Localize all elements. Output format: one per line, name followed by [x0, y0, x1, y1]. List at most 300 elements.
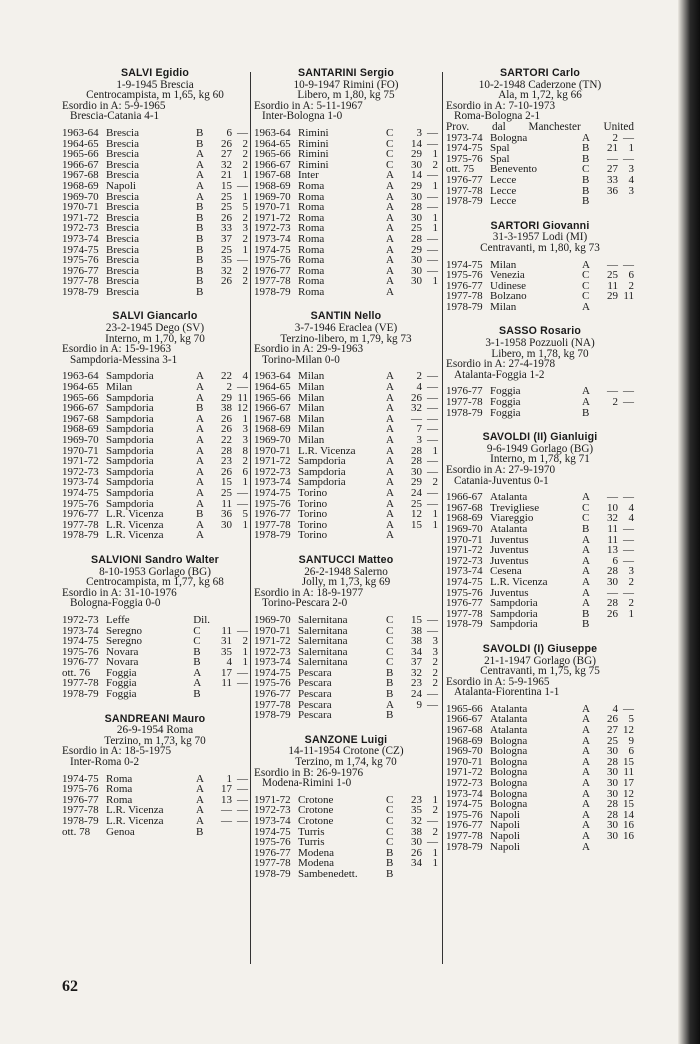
appearances: 25: [221, 486, 232, 499]
season: 1969-70: [254, 613, 291, 626]
season: 1976-77: [62, 508, 99, 521]
appearances: 9: [416, 698, 422, 711]
team: Benevento: [490, 163, 538, 176]
team: Bolzano: [490, 290, 527, 303]
season: ott. 75: [446, 163, 475, 176]
goals: —: [427, 232, 438, 245]
appearances: 11: [221, 497, 232, 510]
player-name: SAVOLDI (II) Gianluigi: [482, 431, 598, 444]
debut-info: Esordio in A: 27-9-1970: [446, 464, 556, 476]
birth-info: 31-3-1957 Lodi (MI): [492, 231, 588, 244]
player-name: SARTORI Carlo: [499, 67, 581, 79]
appearances: 28: [411, 455, 422, 468]
goals: —: [237, 793, 248, 806]
appearances: —: [221, 815, 232, 827]
team: Torino: [298, 508, 328, 521]
series: C: [386, 126, 394, 139]
season: 1977-78: [62, 804, 99, 817]
season: 1972-73: [254, 222, 291, 235]
series: A: [386, 285, 394, 298]
debut-info: Esordio in A: 31-10-1976: [62, 586, 177, 599]
season: 1971-72: [446, 766, 483, 779]
season: 1965-66: [62, 391, 99, 404]
team: Sampdoria: [490, 607, 538, 620]
team: Sampdoria: [106, 391, 154, 404]
series: A: [386, 465, 394, 478]
team: Turris: [298, 836, 325, 849]
series: A: [582, 131, 590, 144]
goals: [232, 287, 248, 298]
career-table: [446, 492, 634, 630]
season: 1977-78: [254, 857, 291, 870]
goals: 5: [242, 201, 248, 214]
season: 1970-71: [254, 444, 291, 457]
series: A: [196, 179, 204, 192]
role-info: Interno, m 1,70, kg 70: [105, 332, 205, 345]
season: 1977-78: [446, 396, 483, 409]
appearances: 30: [411, 254, 422, 267]
debut-match: Inter-Roma 0-2: [70, 756, 140, 769]
goals: 2: [242, 211, 248, 224]
series: A: [386, 370, 394, 383]
appearances: 30: [411, 836, 422, 849]
season: 1974-75: [254, 486, 291, 499]
birth-info: 3-1-1958 Pozzuoli (NA): [485, 337, 595, 350]
appearances: 30: [411, 158, 422, 171]
series: A: [582, 554, 590, 567]
goals: —: [427, 486, 438, 499]
season: 1963-64: [62, 126, 99, 139]
goals: —: [623, 702, 634, 715]
series: A: [196, 381, 204, 394]
career-table: [446, 260, 634, 313]
role-info: Centravanti, m 1,75, kg 75: [480, 665, 600, 678]
team: Pescara: [298, 688, 332, 701]
series: A: [582, 798, 590, 811]
column-divider: [250, 72, 251, 964]
appearances: 26: [411, 846, 422, 859]
season: 1976-77: [62, 656, 99, 669]
series: A: [196, 444, 204, 457]
team: Sampdoria: [106, 370, 154, 383]
goals: 1: [628, 607, 634, 620]
team: Sampdoria: [298, 455, 346, 468]
goals: 1: [432, 148, 438, 161]
goals: 11: [623, 290, 634, 303]
season: 1967-68: [254, 169, 291, 182]
series: A: [582, 819, 590, 832]
appearances: 38: [221, 402, 232, 415]
series: A: [386, 698, 394, 711]
season: 1974-75: [446, 258, 483, 271]
team: Milan: [106, 381, 133, 394]
goals: 3: [242, 434, 248, 446]
debut-match: Atalanta-Fiorentina 1-1: [454, 686, 560, 699]
series: A: [196, 465, 204, 478]
goals: 6: [628, 269, 634, 282]
season: 1971-72: [254, 793, 291, 806]
goals: [232, 827, 248, 838]
appearances: —: [411, 412, 422, 425]
goals: [618, 196, 634, 207]
series: A: [386, 518, 394, 531]
goals: 2: [242, 635, 248, 648]
player-name: SALVIONI Sandro Walter: [90, 553, 219, 566]
team: Lecce: [490, 195, 517, 208]
goals: 2: [432, 476, 438, 489]
season: 1978-79: [446, 618, 483, 631]
series: A: [582, 300, 590, 313]
role-info: Centravanti, m 1,80, kg 73: [480, 241, 600, 254]
season: 1968-69: [446, 734, 483, 747]
team: Brescia: [106, 285, 139, 298]
team: Roma: [298, 275, 325, 288]
season: 1964-65: [62, 137, 99, 150]
appearances: [210, 287, 232, 298]
team: Sampdoria: [106, 455, 154, 468]
appearances: [596, 408, 618, 419]
appearances: 32: [607, 512, 618, 525]
series: A: [196, 518, 204, 531]
series: B: [196, 254, 204, 267]
player-entry: [446, 326, 634, 418]
season: 1976-77: [254, 508, 291, 521]
team: Bologna: [490, 131, 528, 144]
team: Pescara: [298, 698, 332, 711]
series: A: [386, 402, 394, 415]
team: Milan: [490, 300, 517, 313]
season: 1974-75: [254, 825, 291, 838]
series: B: [386, 867, 394, 880]
career-row: [62, 128, 248, 139]
series: A: [196, 486, 204, 499]
goals: 2: [242, 264, 248, 277]
series: B: [193, 688, 201, 701]
series: A: [582, 734, 590, 747]
series: A: [386, 190, 394, 203]
appearances: 28: [607, 755, 618, 768]
birth-info: 10-9-1947 Rimini (FO): [293, 78, 399, 91]
career-row: [254, 287, 438, 298]
team: Napoli: [490, 819, 520, 832]
appearances: 29: [411, 476, 422, 489]
appearances: —: [607, 385, 618, 398]
appearances: 21: [221, 169, 232, 182]
team: Sampdoria: [298, 476, 346, 489]
team: Sampdoria: [106, 486, 154, 499]
player-name: SASSO Rosario: [498, 325, 582, 338]
debut-info: Esordio in B: 26-9-1976: [254, 766, 364, 779]
appearances: —: [607, 586, 618, 599]
season: 1972-73: [62, 465, 99, 478]
career-table: [254, 128, 438, 298]
season: ott. 76: [62, 666, 91, 679]
career-row: [446, 175, 634, 186]
series: B: [196, 275, 204, 288]
appearances: [596, 619, 618, 630]
series: C: [386, 645, 394, 658]
career-row: [446, 619, 634, 630]
appearances: 3: [416, 126, 422, 139]
season: 1970-71: [254, 624, 291, 637]
series: B: [386, 677, 394, 690]
career-row: [62, 530, 248, 541]
goals: —: [427, 434, 438, 446]
goals: 6: [242, 465, 248, 478]
season: 1974-75: [62, 635, 99, 648]
team: Lecce: [490, 173, 517, 186]
season: 1970-71: [254, 201, 291, 214]
series: A: [386, 455, 394, 468]
series: A: [582, 385, 590, 398]
season: 1963-64: [254, 370, 291, 383]
team: Torino: [298, 518, 328, 531]
goals: 2: [432, 158, 438, 171]
series: A: [386, 264, 394, 277]
career-table: [62, 774, 248, 838]
role-info: Libero, m 1,78, kg 70: [491, 347, 589, 360]
season: 1967-68: [254, 412, 291, 425]
goals: —: [427, 613, 438, 626]
appearances: 35: [221, 645, 232, 658]
appearances: 35: [411, 804, 422, 817]
appearances: 15: [411, 518, 422, 531]
appearances: —: [607, 258, 618, 271]
appearances: 30: [607, 575, 618, 588]
team: Pescara: [298, 677, 332, 690]
appearances: 37: [411, 656, 422, 669]
goals: —: [427, 412, 438, 425]
goals: —: [427, 254, 438, 267]
appearances: 23: [411, 677, 422, 690]
series: A: [196, 190, 204, 203]
appearances: 28: [411, 201, 422, 214]
player-name: SANTUCCI Matteo: [298, 553, 394, 566]
team: Bologna: [490, 777, 528, 790]
appearances: 11: [607, 522, 618, 535]
appearances: 36: [607, 184, 618, 197]
career-table: [62, 615, 248, 700]
appearances: 28: [411, 444, 422, 457]
player-entry: [62, 555, 248, 700]
goals: 2: [242, 455, 248, 468]
series: A: [196, 772, 204, 785]
series: C: [193, 635, 201, 648]
appearances: 11: [221, 624, 232, 637]
goals: —: [427, 497, 438, 510]
season: 1975-76: [446, 586, 483, 599]
team: Pescara: [298, 666, 332, 679]
team: Sampdoria: [106, 476, 154, 489]
series: C: [582, 163, 590, 176]
team: Sampdoria: [106, 444, 154, 457]
provenance-word: Manchester: [528, 120, 581, 133]
team: Brescia: [106, 190, 139, 203]
goals: —: [237, 772, 248, 785]
series: A: [196, 455, 204, 468]
team: Brescia: [106, 169, 139, 182]
appearances: 11: [607, 533, 618, 546]
team: Milan: [298, 412, 325, 425]
team: Crotone: [298, 804, 334, 817]
team: Brescia: [106, 126, 139, 139]
team: Sampdoria: [106, 402, 154, 415]
goals: [422, 530, 438, 541]
series: A: [386, 381, 394, 394]
goals: —: [237, 804, 248, 817]
season: 1977-78: [446, 607, 483, 620]
career-row: [254, 530, 438, 541]
team: Salernitana: [298, 613, 348, 626]
team: Roma: [298, 285, 325, 298]
goals: —: [237, 497, 248, 510]
series: C: [386, 613, 394, 626]
player-entry: [62, 311, 248, 540]
appearances: 24: [411, 688, 422, 701]
goals: 1: [242, 243, 248, 256]
birth-info: 26-2-1948 Salerno: [304, 565, 388, 578]
role-info: Jolly, m 1,73, kg 69: [301, 576, 391, 589]
season: 1978-79: [446, 406, 483, 419]
role-info: Libero, m 1,80, kg 75: [297, 89, 395, 102]
provenance-word: Prov.: [446, 120, 470, 133]
season: 1972-73: [254, 804, 291, 817]
debut-match: Sampdoria-Messina 3-1: [70, 353, 178, 366]
goals: 9: [628, 734, 634, 747]
debut-info: Esordio in A: 5-11-1967: [254, 99, 363, 112]
season: 1978-79: [62, 688, 99, 701]
goals: 2: [242, 137, 248, 150]
team: Inter: [298, 169, 319, 182]
series: B: [196, 402, 204, 415]
series: B: [582, 184, 590, 197]
appearances: 33: [607, 173, 618, 186]
series: B: [196, 201, 204, 214]
team: Torino: [298, 497, 328, 510]
season: 1976-77: [446, 173, 483, 186]
season: 1966-67: [62, 158, 99, 171]
season: 1977-78: [446, 184, 483, 197]
goals: 2: [432, 656, 438, 669]
debut-match: Catania-Juventus 0-1: [454, 474, 549, 487]
goals: 12: [237, 402, 248, 415]
career-row: [446, 524, 634, 535]
appearances: 14: [411, 137, 422, 150]
debut-match: Torino-Pescara 2-0: [262, 597, 348, 610]
appearances: 2: [416, 370, 422, 383]
appearances: 15: [221, 476, 232, 489]
goals: 2: [432, 804, 438, 817]
series: A: [386, 254, 394, 267]
appearances: 4: [612, 702, 618, 715]
debut-info: Esordio in A: 18-9-1977: [254, 586, 364, 599]
team: Roma: [298, 254, 325, 267]
appearances: 24: [411, 486, 422, 499]
season: 1966-67: [62, 402, 99, 415]
series: A: [196, 434, 204, 446]
player-name: SARTORI Giovanni: [490, 219, 590, 232]
team: Bologna: [490, 766, 528, 779]
appearances: 34: [411, 857, 422, 870]
provenance: [446, 122, 634, 133]
season: 1971-72: [62, 211, 99, 224]
appearances: [400, 530, 422, 541]
column-2: [254, 68, 438, 894]
series: A: [196, 169, 204, 182]
goals: —: [427, 698, 438, 711]
season: 1971-72: [254, 635, 291, 648]
appearances: 30: [607, 830, 618, 842]
career-row: [254, 488, 438, 499]
season: 1973-74: [254, 232, 291, 245]
series: A: [582, 544, 590, 557]
series: C: [582, 501, 590, 514]
career-row: [254, 181, 438, 192]
team: Seregno: [106, 624, 143, 637]
career-row: [62, 435, 248, 446]
appearances: 30: [411, 190, 422, 203]
series: B: [193, 645, 201, 658]
appearances: 28: [607, 565, 618, 578]
appearances: 27: [607, 163, 618, 176]
goals: 1: [242, 169, 248, 182]
series: Dil.: [193, 613, 210, 626]
appearances: 25: [607, 269, 618, 282]
series: B: [196, 508, 204, 521]
team: Sambenedett.: [298, 867, 358, 880]
appearances: 21: [607, 142, 618, 155]
role-info: Ala, m 1,72, kg 66: [498, 89, 582, 102]
goals: [618, 408, 634, 419]
goals: [618, 842, 634, 853]
series: B: [582, 618, 590, 631]
role-info: Terzino-libero, m 1,79, kg 73: [280, 332, 412, 345]
goals: 1: [432, 179, 438, 192]
appearances: 28: [221, 444, 232, 457]
series: B: [582, 406, 590, 419]
team: Sampdoria: [106, 412, 154, 425]
season: 1967-68: [446, 724, 483, 737]
season: 1972-73: [446, 554, 483, 567]
appearances: 12: [411, 508, 422, 521]
series: B: [196, 137, 204, 150]
series: A: [582, 533, 590, 546]
goals: 3: [242, 222, 248, 235]
series: A: [582, 713, 590, 726]
season: 1966-67: [254, 158, 291, 171]
team: Bologna: [490, 734, 528, 747]
season: 1975-76: [62, 254, 99, 267]
appearances: 29: [411, 179, 422, 192]
series: C: [582, 290, 590, 303]
team: Bologna: [490, 798, 528, 811]
season: 1974-75: [446, 575, 483, 588]
season: 1967-68: [62, 412, 99, 425]
appearances: 28: [411, 232, 422, 245]
goals: 3: [432, 645, 438, 658]
career-row: [254, 710, 438, 721]
debut-match: Roma-Bologna 2-1: [454, 110, 541, 123]
appearances: 28: [607, 798, 618, 811]
season: 1973-74: [254, 656, 291, 669]
team: Sampdoria: [490, 618, 538, 631]
season: 1977-78: [446, 830, 483, 842]
column-1: [62, 68, 248, 851]
series: B: [386, 857, 394, 870]
career-table: [254, 795, 438, 880]
goals: 1: [432, 518, 438, 531]
season: 1978-79: [446, 840, 483, 853]
